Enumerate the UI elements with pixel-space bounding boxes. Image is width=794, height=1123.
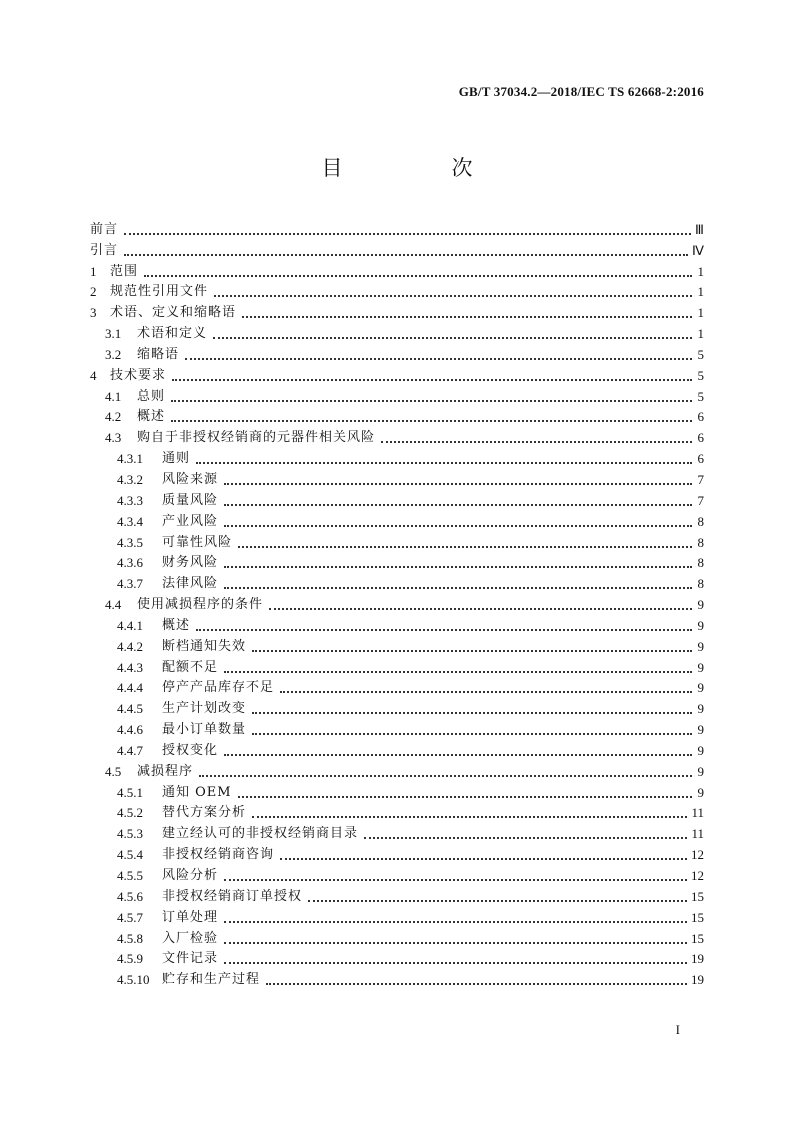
toc-entry-number: 4.4.3	[117, 659, 143, 675]
toc-leader-dots	[171, 388, 692, 402]
toc-entry-page: 1	[697, 305, 704, 321]
toc-entry-number: 4.3.2	[117, 471, 143, 487]
toc-entry-number: 4.1	[105, 388, 122, 404]
toc-entry-title: 购自于非授权经销商的元器件相关风险	[137, 430, 376, 446]
toc-entry-number: 4.5	[105, 763, 122, 779]
toc-leader-dots	[124, 242, 688, 256]
toc-leader-dots	[224, 909, 687, 923]
toc-leader-dots	[308, 888, 687, 902]
toc-entry-number: 4.4.7	[117, 742, 143, 758]
toc-entry[interactable]	[90, 321, 704, 342]
toc-entry-number: 4.4.4	[117, 680, 143, 696]
toc-entry-title: 贮存和生产过程	[162, 972, 261, 988]
toc-entry-page: Ⅳ	[692, 242, 704, 258]
toc-entry-title: 技术要求	[110, 367, 167, 383]
toc-leader-dots	[214, 283, 692, 297]
toc-entry-number: 4.3.5	[117, 534, 143, 550]
toc-entry-number: 4.3.4	[117, 513, 143, 529]
toc-leader-dots	[224, 950, 687, 964]
toc-entry-number: 4.4.5	[117, 701, 143, 717]
toc-entry[interactable]	[90, 863, 704, 884]
toc-entry-title: 替代方案分析	[162, 805, 247, 821]
toc-entry[interactable]	[90, 967, 704, 988]
toc-leader-dots	[224, 575, 692, 589]
toc-entry-title: 概述	[137, 409, 166, 425]
toc-leader-dots	[213, 325, 692, 339]
toc-entry-page: 15	[691, 909, 704, 925]
toc-entry-number: 3	[90, 305, 97, 321]
toc-leader-dots	[252, 721, 692, 735]
toc-entry[interactable]	[90, 821, 704, 842]
toc-entry-page: 5	[697, 367, 704, 383]
toc-entry-title: 生产计划改变	[162, 701, 247, 717]
toc-entry-page: 8	[697, 513, 704, 529]
toc-leader-dots	[224, 867, 687, 881]
toc-entry-title: 文件记录	[162, 951, 219, 967]
toc-entry-title: 范围	[110, 263, 139, 279]
toc-entry-title: 使用减损程序的条件	[137, 597, 264, 613]
page-title: 目 次	[321, 156, 517, 180]
toc-leader-dots	[171, 408, 692, 422]
toc-entry-number: 4.5.8	[117, 930, 143, 946]
toc-entry-page: 9	[697, 763, 704, 779]
toc-leader-dots	[172, 367, 692, 381]
toc-entry-number: 4.4	[105, 597, 122, 613]
toc-entry-page: 19	[691, 951, 704, 967]
toc-entry-page: 9	[697, 617, 704, 633]
toc-entry-page: 1	[697, 326, 704, 342]
toc-entry-number: 4.5.4	[117, 847, 143, 863]
toc-leader-dots	[252, 638, 692, 652]
toc-leader-dots	[224, 554, 692, 568]
toc-entry-title: 可靠性风险	[162, 534, 233, 550]
toc-entry-number: 4.3.3	[117, 492, 143, 508]
toc-entry[interactable]	[90, 530, 704, 551]
toc-entry-page: 7	[697, 492, 704, 508]
toc-entry-title: 断档通知失效	[162, 638, 247, 654]
toc-entry-number: 4	[90, 367, 97, 383]
toc-entry-title: 术语、定义和缩略语	[110, 305, 237, 321]
toc-entry-page: 1	[697, 263, 704, 279]
toc-leader-dots	[280, 679, 692, 693]
toc-entry[interactable]	[90, 759, 704, 780]
toc-entry-page: 9	[697, 701, 704, 717]
toc-entry-title: 质量风险	[162, 492, 219, 508]
toc-entry-page: 6	[697, 409, 704, 425]
toc-entry-number: 4.3.7	[117, 576, 143, 592]
toc-leader-dots	[252, 804, 687, 818]
toc-entry-number: 1	[90, 263, 97, 279]
toc-entry[interactable]	[90, 905, 704, 926]
toc-entry-title: 授权变化	[162, 742, 219, 758]
toc-entry-number: 4.4.1	[117, 617, 143, 633]
toc-entry-number: 4.5.5	[117, 868, 143, 883]
toc-entry[interactable]	[90, 300, 704, 321]
toc-entry-number: 4.5.3	[117, 826, 143, 842]
toc-entry-page: 7	[697, 471, 704, 487]
toc-entry-number: 4.3.1	[117, 451, 143, 467]
toc-entry-number: 4.5.9	[117, 951, 143, 967]
toc-leader-dots	[238, 534, 692, 548]
toc-entry-page: 19	[691, 972, 704, 988]
toc-entry[interactable]	[90, 342, 704, 363]
page-number: I	[675, 1022, 680, 1037]
toc-entry-number: 4.5.1	[117, 784, 143, 800]
toc-leader-dots	[224, 930, 687, 944]
toc-entry-number: 4.4.6	[117, 722, 143, 738]
toc-entry-page: 15	[691, 888, 704, 904]
toc-entry-title: 概述	[162, 617, 191, 633]
toc-entry-number: 2	[90, 284, 97, 300]
toc-entry-title: 引言	[90, 242, 119, 258]
toc-entry-page: 8	[697, 555, 704, 571]
toc-entry[interactable]	[90, 947, 704, 968]
toc-entry-page: 9	[697, 742, 704, 758]
toc-entry-title: 前言	[90, 221, 119, 237]
toc-entry-page: 11	[691, 805, 704, 821]
table-of-contents	[90, 217, 704, 988]
toc-entry[interactable]	[90, 613, 704, 634]
toc-entry-title: 最小订单数量	[162, 722, 247, 738]
toc-entry-page: 12	[691, 847, 704, 863]
toc-entry[interactable]	[90, 488, 704, 509]
toc-leader-dots	[238, 784, 692, 798]
toc-entry-number: 4.5.6	[117, 888, 143, 904]
toc-leader-dots	[144, 263, 692, 277]
toc-entry-page: 15	[691, 930, 704, 946]
toc-leader-dots	[196, 450, 692, 464]
toc-entry-page: 6	[697, 430, 704, 446]
toc-entry[interactable]	[90, 551, 704, 572]
toc-entry-title: 法律风险	[162, 576, 219, 592]
toc-entry-page: 6	[697, 451, 704, 467]
toc-entry-title: 订单处理	[162, 909, 219, 925]
toc-entry-number: 4.5.7	[117, 909, 143, 925]
toc-entry-title: 术语和定义	[137, 326, 208, 342]
toc-entry-number: 4.2	[105, 409, 122, 425]
toc-entry-page: 9	[697, 680, 704, 696]
toc-entry[interactable]	[90, 238, 704, 259]
toc-entry-title: 风险来源	[162, 471, 219, 487]
toc-entry[interactable]	[90, 384, 704, 405]
toc-entry-title: 财务风险	[162, 555, 219, 571]
toc-entry-title: 通则	[162, 451, 191, 467]
toc-leader-dots	[381, 429, 692, 443]
toc-entry[interactable]	[90, 405, 704, 426]
toc-leader-dots	[266, 971, 687, 985]
toc-entry[interactable]	[90, 592, 704, 613]
toc-entry-title: 入厂检验	[162, 930, 219, 946]
toc-entry[interactable]	[90, 634, 704, 655]
toc-entry-title: 配额不足	[162, 659, 219, 675]
toc-entry[interactable]	[90, 425, 704, 446]
toc-entry-page: 8	[697, 534, 704, 550]
toc-entry[interactable]	[90, 780, 704, 801]
toc-entry-title: 缩略语	[137, 346, 180, 362]
toc-entry-number: 3.2	[105, 346, 122, 362]
toc-entry-title: 减损程序	[137, 763, 194, 779]
toc-entry-number: 4.5.10	[117, 972, 150, 988]
toc-leader-dots	[224, 659, 692, 673]
toc-leader-dots	[280, 846, 687, 860]
toc-entry-page: 1	[697, 284, 704, 300]
toc-entry[interactable]	[90, 801, 704, 822]
toc-entry[interactable]	[90, 738, 704, 759]
toc-entry-number: 4.3.6	[117, 555, 143, 571]
toc-entry[interactable]	[90, 926, 704, 947]
toc-entry[interactable]	[90, 717, 704, 738]
toc-entry-title: 风险分析	[162, 868, 219, 883]
toc-entry[interactable]	[90, 571, 704, 592]
toc-leader-dots	[224, 471, 692, 485]
toc-entry-page: 9	[697, 659, 704, 675]
toc-entry-page: 9	[697, 638, 704, 654]
toc-entry-number: 4.5.2	[117, 805, 143, 821]
toc-entry-page: 5	[697, 346, 704, 362]
toc-entry-page: 9	[697, 784, 704, 800]
toc-entry[interactable]	[90, 676, 704, 697]
toc-entry-page: 12	[691, 868, 704, 883]
toc-entry-title: 总则	[137, 388, 166, 404]
toc-entry[interactable]	[90, 467, 704, 488]
toc-entry[interactable]	[90, 696, 704, 717]
toc-entry-title: 建立经认可的非授权经销商目录	[162, 826, 359, 842]
toc-leader-dots	[224, 492, 692, 506]
toc-entry[interactable]	[90, 217, 704, 238]
toc-entry-title: 规范性引用文件	[110, 284, 209, 300]
toc-entry[interactable]	[90, 842, 704, 863]
toc-leader-dots	[364, 825, 687, 839]
toc-entry[interactable]	[90, 509, 704, 530]
toc-entry-page: 11	[691, 826, 704, 842]
toc-entry-title: 通知 OEM	[162, 784, 232, 800]
toc-entry[interactable]	[90, 446, 704, 467]
toc-leader-dots	[224, 513, 692, 527]
toc-entry-page: 8	[697, 576, 704, 592]
toc-entry-number: 4.3	[105, 430, 122, 446]
toc-entry[interactable]	[90, 655, 704, 676]
toc-leader-dots	[224, 742, 692, 756]
toc-leader-dots	[242, 304, 692, 318]
toc-leader-dots	[185, 346, 692, 360]
toc-leader-dots	[252, 700, 692, 714]
toc-entry-page: 9	[697, 722, 704, 738]
toc-entry[interactable]	[90, 363, 704, 384]
toc-entry-number: 3.1	[105, 326, 122, 342]
toc-entry-title: 停产产品库存不足	[162, 680, 275, 696]
toc-leader-dots	[199, 763, 692, 777]
toc-entry-title: 非授权经销商咨询	[162, 847, 275, 863]
toc-entry-page: 5	[697, 388, 704, 404]
standard-number: GB/T 37034.2—2018/IEC TS 62668-2:2016	[458, 84, 704, 99]
toc-entry[interactable]	[90, 280, 704, 301]
toc-entry-page: 9	[697, 597, 704, 613]
toc-entry-title: 产业风险	[162, 513, 219, 529]
toc-leader-dots	[269, 596, 692, 610]
toc-entry-page: Ⅲ	[695, 221, 704, 237]
toc-entry-number: 4.4.2	[117, 638, 143, 654]
toc-entry[interactable]	[90, 884, 704, 905]
toc-leader-dots	[196, 617, 692, 631]
toc-leader-dots	[124, 221, 691, 235]
toc-entry-title: 非授权经销商订单授权	[162, 888, 303, 904]
toc-entry[interactable]	[90, 259, 704, 280]
